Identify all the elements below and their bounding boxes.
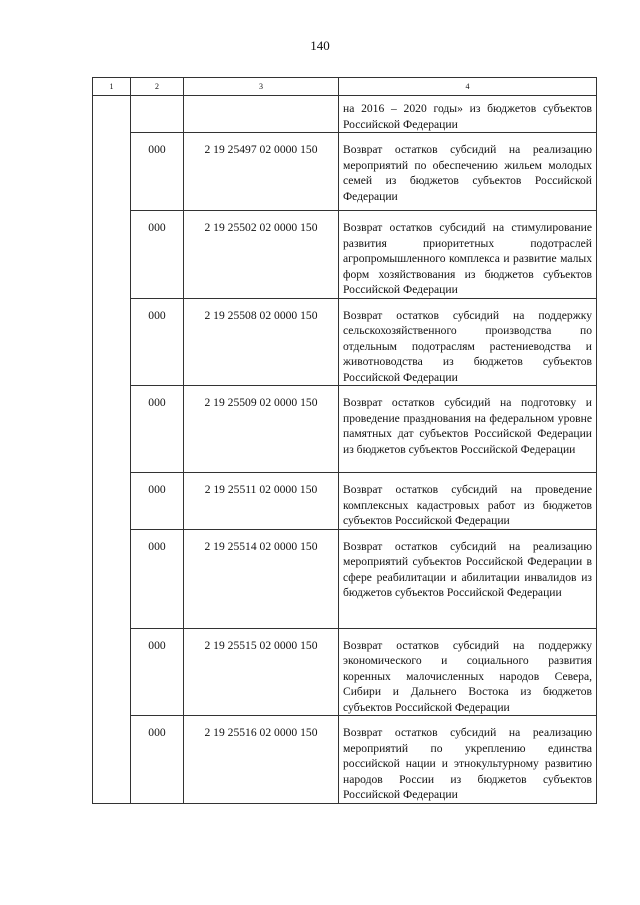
- admin-code-cell: 000: [131, 628, 184, 716]
- description-cell: Возврат остатков субсидий на реализацию мероприятий субъектов Российской Федерации в сфере реабилитации и абилитации инвалидов из бюджетов субъектов Российской Федерации: [339, 529, 597, 628]
- budget-code-cell: 2 19 25502 02 0000 150: [184, 211, 339, 299]
- admin-code-cell: 000: [131, 386, 184, 473]
- header-cell: 2: [131, 78, 184, 96]
- budget-code-cell: 2 19 25509 02 0000 150: [184, 386, 339, 473]
- budget-codes-table: [92, 77, 597, 804]
- description-cell: Возврат остатков субсидий на реализацию мероприятий по обеспечению жильем молодых семей из бюджетов субъектов Российской Федерации: [339, 133, 597, 211]
- admin-code-cell: [131, 96, 184, 133]
- table-row: [93, 529, 597, 628]
- page-number: 140: [310, 38, 330, 53]
- header-cell: 3: [184, 78, 339, 96]
- description-cell: на 2016 – 2020 годы» из бюджетов субъектов Российской Федерации: [339, 96, 597, 133]
- table-row: [93, 716, 597, 804]
- table-row: [93, 298, 597, 386]
- budget-code-cell: [184, 96, 339, 133]
- description-cell: Возврат остатков субсидий на поддержку сельскохозяйственного производства по отдельным подотраслям растениеводства и животноводства из бюджетов субъектов Российской Федерации: [339, 298, 597, 386]
- description-cell: Возврат остатков субсидий на проведение комплексных кадастровых работ из бюджетов субъектов Российской Федерации: [339, 473, 597, 530]
- admin-code-cell: 000: [131, 473, 184, 530]
- table-row: [93, 628, 597, 716]
- table-row: [93, 211, 597, 299]
- description-cell: Возврат остатков субсидий на реализацию мероприятий по укреплению единства российской нации и этнокультурному развитию народов России из бюджетов субъектов Российской Федерации: [339, 716, 597, 804]
- admin-code-cell: 000: [131, 211, 184, 299]
- table-header-row: [93, 78, 597, 96]
- table-row: [93, 473, 597, 530]
- admin-code-cell: 000: [131, 133, 184, 211]
- admin-code-cell: 000: [131, 716, 184, 804]
- column-1-cell: [93, 96, 131, 804]
- table-row: [93, 133, 597, 211]
- description-cell: Возврат остатков субсидий на стимулирование развития приоритетных подотраслей агропромышленного комплекса и развитие малых форм хозяйствования из бюджетов субъектов Российской Федерации: [339, 211, 597, 299]
- description-cell: Возврат остатков субсидий на подготовку и проведение празднования на федеральном уровне памятных дат субъектов Российской Федерации из бюджетов субъектов Российской Федерации: [339, 386, 597, 473]
- description-cell: Возврат остатков субсидий на поддержку экономического и социального развития коренных малочисленных народов Севера, Сибири и Дальнего Востока из бюджетов субъектов Российской Федерации: [339, 628, 597, 716]
- budget-code-cell: 2 19 25497 02 0000 150: [184, 133, 339, 211]
- header-cell: 4: [339, 78, 597, 96]
- admin-code-cell: 000: [131, 529, 184, 628]
- budget-code-cell: 2 19 25514 02 0000 150: [184, 529, 339, 628]
- budget-code-cell: 2 19 25516 02 0000 150: [184, 716, 339, 804]
- header-cell: 1: [93, 78, 131, 96]
- budget-code-cell: 2 19 25515 02 0000 150: [184, 628, 339, 716]
- table-row: [93, 386, 597, 473]
- budget-code-cell: 2 19 25511 02 0000 150: [184, 473, 339, 530]
- table-row-continuation: [93, 96, 597, 133]
- budget-code-cell: 2 19 25508 02 0000 150: [184, 298, 339, 386]
- admin-code-cell: 000: [131, 298, 184, 386]
